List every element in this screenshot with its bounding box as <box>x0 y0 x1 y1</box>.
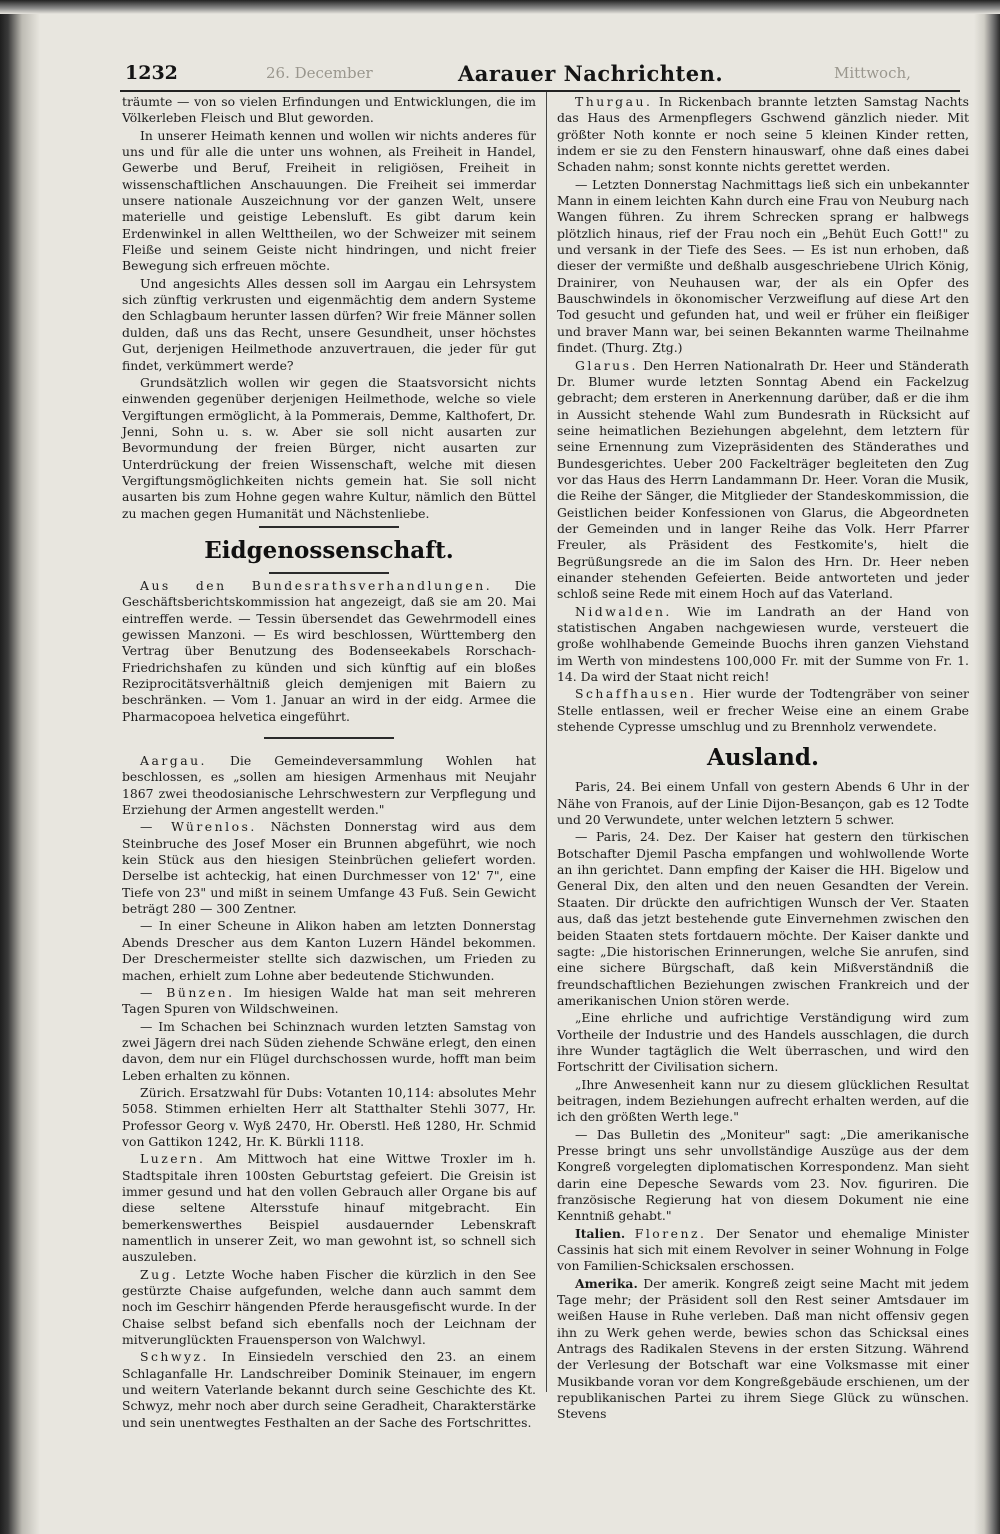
article-body: Die Gemeindeversammlung Wohlen hat beschlossen, es „sollen am hiesigen Armenhaus mit Neujahr 1867 zwei theodosianische Lehrschwestern zur Verpflegung und Erziehung der Armen angestellt werden." <box>122 753 536 818</box>
page-header <box>120 62 960 92</box>
article-body: — Letzten Donnerstag Nachmittags ließ sich ein unbekannter Mann in einem leichten Kahn durch eine Frau von Neuburg nach Wangen führen. Zu ihrem Schrecken sprang er halbwegs plötzlich hinaus, rief der Frau noch ein „Behüt Euch Gott!" zu und versank in der Tiefe des Sees. — Es ist nun erhoben, daß dieser der vermißte und deßhalb ausgeschriebene Ulrich König, Drainirer, von Neuhausen war, der als ein Opfer des Bauschwindels in ökonomischer Verzweiflung auf diese Art den Tod gesucht und gefunden hat, und weil er früher ein fleißiger und braver Mann war, bei seinen Bekannten warme Theilnahme findet. <box>557 176 969 356</box>
binding-edge-left <box>0 0 40 1534</box>
article-lead: Italien. <box>575 1225 626 1241</box>
article-separator <box>264 737 394 739</box>
article-paris <box>557 779 969 828</box>
article-paris-verstaendigung: „Eine ehrliche und aufrichtige Verständigung wird zum Vortheile der Industrie und des Handels ausschlagen, die durch ihre Wunder tagtäglich die Welt überraschen, und wird den Fortschritt der Civilisation sichern. <box>557 1010 969 1075</box>
paragraph-grundsaetzlich: Grundsätzlich wollen wir gegen die Staatsvorsicht nichts einwenden gegenüber derjenigen Heilmethode, welche so viele Vergiftungen ermöglicht, à la Pommerais, Demme, Kalthofert, Dr. Jenni, Sohn u. s. w. Aber sie soll nicht ausarten zur Bevormundung der freien Bürger, nicht ausarten zur Unterdrückung der freien Wissenschaft, welche mit diesen Vergiftungsmöglichkeiten nichts gemein hat. Sie soll nicht ausarten bis zum Hohne gegen wahre Kultur, nämlich den Büttel zu machen gegen Humanität und Nächstenliebe. <box>122 374 536 521</box>
article-schwyz <box>122 1349 536 1431</box>
paragraph-traeumte: träumte — von so vielen Erfindungen und Entwicklungen, die im Völkerleben Fleisch und Blut geworden. <box>122 94 536 126</box>
article-lead: Luzern. <box>140 1151 206 1167</box>
article-lead: Schwyz. <box>140 1349 209 1365</box>
article-body: Hier wurde der Todtengräber von seiner Stelle entlassen, weil er frecher Weise eine an einem Grabe stehende Cypresse umschlug und zu Brennholz verwendete. <box>557 686 969 735</box>
bleed-through-text-left: 26. December <box>266 64 373 82</box>
article-paris-kaiser: — Paris, 24. Dez. Der Kaiser hat gestern den türkischen Botschafter Djemil Pascha empfangen und wohlwollende Worte an ihn gerichtet. Dann empfing der Kaiser die HH. Bigelow und General Dix, den alten und den neuen Gesandten der Verein. Staaten. Dir drückte den aufrichtigen Wunsch der Ver. Staaten aus, daß das jetzt bestehende gute Einvernehmen zwischen den beiden Staaten stets fortdauern möchte. Der Kaiser dankte und sagte: „Die historischen Erinnerungen, welche Sie anrufen, sind eine sichere Bürgschaft, daß kein Mißverständniß die freundschaftlichen Beziehungen zwischen Frankreich und der amerikanischen Union stören werde. <box>557 829 969 1008</box>
section-rule <box>259 526 399 528</box>
article-body: Den Herren Nationalrath Dr. Heer und Ständerath Dr. Blumer wurde letzten Sonntag Abend ein Fackelzug gebracht; dem ersteren in Anerkennung darüber, daß er die ihm in Aussicht stehende Wahl zum Bundesrath in Rücksicht auf seine heimatlichen Beziehungen abgelehnt, dem letztern für seine Ernennung zum Vizepräsidenten des Ständerathes und Bundesgerichtes. Ueber 200 Fackelträger begleiteten den Zug vor das Haus des Herrn Landammann Dr. Heer. Voran die Musik, die Reihe der Sänger, die Mitglieder der Standeskommission, die Geistlichen beider Konfessionen von Glarus, die Abgeordneten der Gemeinden und in langer Reihe das Volk. Herr Pfarrer Freuler, als Präsident des Festkomite's, hielt die Begrüßungsrede an die im Salon des Hrn. Dr. Heer neben einander stehenden Gefeierten. Beide antworteten und jeder schloß seine Rede mit einem Hoch auf das Vaterland. <box>557 357 969 602</box>
article-schaffhausen <box>557 686 969 735</box>
article-place: Florenz. <box>634 1225 707 1241</box>
article-thurgau-kahn <box>557 177 969 357</box>
article-paris-anwesenheit: „Ihre Anwesenheit kann nur zu diesem glücklichen Resultat beitragen, indem Beziehungen aufrecht erhalten werden, auf die ich den größten Werth lege." <box>557 1076 969 1125</box>
article-lead: Glarus. <box>575 357 638 373</box>
paragraph-heimath: In unserer Heimath kennen und wollen wir nichts anderes für uns und für alle die unter uns wohnen, als Freiheit in Handel, Gewerbe und Beruf, Freiheit in religiösen, Freiheit in wissenschaftlichen Anschauungen. Die Freiheit sei immerdar unsere nationale Auszeichnung vor der ganzen Welt, unsere materielle und geistige Lebensluft. Es gibt darum kein Erdenwinkel in allen Welttheilen, wo der Schweizer mit seinem Fleiße und seinem Geiste nicht hindringen, und nicht freier Bewegung sich erfreuen möchte. <box>122 127 536 274</box>
article-body: Im hiesigen Walde hat man seit mehreren Tagen Spuren von Wildschweinen. <box>122 984 536 1017</box>
right-column <box>557 94 969 1424</box>
article-luzern <box>122 1151 536 1265</box>
article-lead: — In einer Scheune in Alikon <box>140 918 336 934</box>
article-lead: Paris, 24. <box>575 779 636 795</box>
article-lead: — Würenlos. <box>140 819 257 835</box>
article-aargau <box>122 753 536 818</box>
section-rule <box>269 572 389 574</box>
article-lead: Schaffhausen. <box>575 686 697 702</box>
article-lead: Nidwalden. <box>575 603 672 619</box>
article-lead: Amerika. <box>575 1275 638 1291</box>
article-lead: Thurgau. <box>575 94 653 109</box>
article-nidwalden <box>557 604 969 686</box>
section-title-ausland: Ausland. <box>707 744 819 772</box>
article-bundesrath <box>122 578 536 725</box>
article-lead: Zürich. <box>140 1084 186 1100</box>
article-body: Nächsten Donnerstag wird aus dem Steinbruche des Josef Moser ein Brunnen abgeführt, wie noch kein Stück aus den hiesigen Steinbrüchen geliefert worden. Derselbe ist achteckig, hat einen Durchmesser von 12' 7", eine Tiefe von 23" und mißt in seinem Umfange 43 Fuß. Sein Gewicht beträgt 280 — 300 Zentner. <box>122 819 536 917</box>
article-body: haben am letzten Donnerstag Abends Drescher aus dem Kanton Luzern Händel bekommen. Der Dreschermeister stellte sich dazwischen, um Frieden zu machen, erhielt zum Lohne aber bedeutende Stichwunden. <box>122 918 536 983</box>
article-wuerenlos <box>122 819 536 917</box>
left-column <box>122 94 536 1432</box>
article-lead: Aargau. <box>140 753 207 769</box>
page-number: 1232 <box>125 62 178 84</box>
article-lead: Aus den Bundesrathsverhandlungen. <box>140 577 493 593</box>
article-zuerich <box>122 1085 536 1150</box>
article-glarus <box>557 358 969 603</box>
article-amerika <box>557 1276 969 1423</box>
article-body: Wie im Landrath an der Hand von statistischen Angaben nachgewiesen wurde, versteuert die große wohlhabende Gemeinde Buochs ihren ganzen Viehstand im Werth von mindestens 100,000 Fr. mit der Summe von Fr. 1. 14. Da wird der Staat nicht reich! <box>557 603 969 685</box>
article-body: Ersatzwahl für Dubs: Votanten 10,114: absolutes Mehr 5058. Stimmen erhielten Herr alt Statthalter Stehli 3077, Hr. Professor Georg v. Wyß 2470, Hr. Oberstl. Heß 1280, Hr. Schmid von Gattikon 1242, Hr. K. Bürkli 1118. <box>122 1084 536 1149</box>
article-schinznach: — Im Schachen bei Schinznach wurden letzten Samstag von zwei Jägern drei nach Süden ziehende Schwäne erlegt, den einen davon, dem nur ein Flügel durchschossen wurde, hofft man beim Leben erhalten zu können. <box>122 1018 536 1083</box>
page-edge-right <box>974 0 1000 1534</box>
article-source: (Thurg. Ztg.) <box>601 340 683 356</box>
article-body: Bei einem Unfall von gestern Abends 6 Uhr in der Nähe von Franois, auf der Linie Dijon-Besançon, gab es 12 Todte und 20 Verwundete, unter welchen letztern 5 schwer. <box>557 779 969 828</box>
article-body: In Rickenbach brannte letzten Samstag Nachts das Haus des Armenpflegers Gschwend gänzlich nieder. Mit größter Noth konnte er noch seine 5 kleinen Kinder retten, indem er sie zu den Fenstern hinauswarf, ohne daß eines dabei Schaden nahm; sonst konnte nichts gerettet werden. <box>557 94 969 175</box>
column-rule <box>546 92 547 1392</box>
article-body: Die Geschäftsberichtskommission hat angezeigt, daß sie am 20. Mai eintreffen werde. — Tessin übersendet das Gewehrmodell eines gewissen Manzoni. — Es wird beschlossen, Württemberg den Vertrag über Benutzung des Bodenseekabels Rorschach-Friedrichshafen zu künden und sich künftig auf ein bloßes Reziprocitätsverhältniß gleich demjenigen mit Baiern zu beschränken. — Vom 1. Januar an wird in der eidg. Armee die Pharmacopoea helvetica eingeführt. <box>122 577 536 724</box>
article-body: In Einsiedeln verschied den 23. an einem Schlaganfalle Hr. Landschreiber Dominik Steinauer, im engern und weitern Vaterlande bekannt durch seine Geschichte des Kt. Schwyz, mehr noch aber durch seine Geradheit, Charakterstärke und sein unentwegtes Festhalten an der Sache des Fortschrittes. <box>122 1349 536 1430</box>
article-lead: — Bünzen. <box>140 984 235 1000</box>
page-edge-top <box>0 0 1000 14</box>
masthead-title: Aarauer Nachrichten. <box>458 61 724 86</box>
article-zug <box>122 1267 536 1349</box>
section-title-eidgenossenschaft: Eidgenossenschaft. <box>204 536 454 564</box>
article-body: Der amerik. Kongreß zeigt seine Macht mit jedem Tage mehr; der Präsident soll den Rest seiner Amtsdauer im weißen Hause in Ruhe verleben. Daß man nicht offensiv gegen ihn zu Werk gehen werde, bewies schon das Schicksal eines Antrags des Radikalen Stevens in der ersten Sitzung. Während der Verlesung der Botschaft war eine Volksmasse mit einer Musikbande voran vor dem Kongreßgebäude erschienen, um der republikanischen Partei zu ihrem Siege Glück zu wünschen. Stevens <box>557 1275 969 1422</box>
article-body: Letzte Woche haben Fischer die kürzlich in den See gestürzte Chaise aufgefunden, welche dann auch sammt dem noch im Geschirr hängenden Pferde herausgefischt wurde. In der Chaise selbst befand sich ebenfalls noch der Leichnam der mitverunglückten Frauensperson von Walchwyl. <box>122 1266 536 1348</box>
article-thurgau <box>557 94 969 176</box>
article-italien <box>557 1226 969 1275</box>
article-body: Am Mittwoch hat eine Wittwe Troxler im h. Stadtspitale ihren 100sten Geburtstag gefeiert. Die Greisin ist immer gesund und hat den vollen Gebrauch aller Organe bis auf diese seltene Altersstufe hinauf mitgebracht. Ein bemerkenswerthes Beispiel ausdauernder Lebenskraft namentlich in unserer Zeit, wo man gewohnt ist, so schnell sich auszuleben. <box>122 1151 536 1265</box>
article-body: Der Senator und ehemalige Minister Cassinis hat sich mit einem Revolver in seiner Wohnung in Folge von Familien-Schicksalen erschossen. <box>557 1225 969 1274</box>
article-alikon <box>122 918 536 983</box>
article-buenzen <box>122 985 536 1018</box>
paragraph-lehrsystem: Und angesichts Alles dessen soll im Aargau ein Lehrsystem sich zünftig verkrusten und eigenmächtig dem andern Systeme den Schlagbaum herunter lassen dürfen? Wir freie Männer sollen dulden, daß uns das Recht, unsere Gesundheit, unser höchstes Gut, derjenigen Heilmethode anzuvertrauen, die jeder für gut findet, verkümmert werde? <box>122 275 536 373</box>
article-paris-moniteur: — Das Bulletin des „Moniteur" sagt: „Die amerikanische Presse bringt uns sehr unvollständige Auszüge aus der dem Kongreß vorgelegten diplomatischen Korrespondenz. Man sieht darin eine Depesche Sewards vom 23. Nov. figuriren. Die französische Regierung hat von diesem Dokument nie eine Kenntniß gehabt." <box>557 1126 969 1224</box>
bleed-through-text-right: Mittwoch, <box>834 64 911 82</box>
article-lead: Zug. <box>140 1266 179 1282</box>
